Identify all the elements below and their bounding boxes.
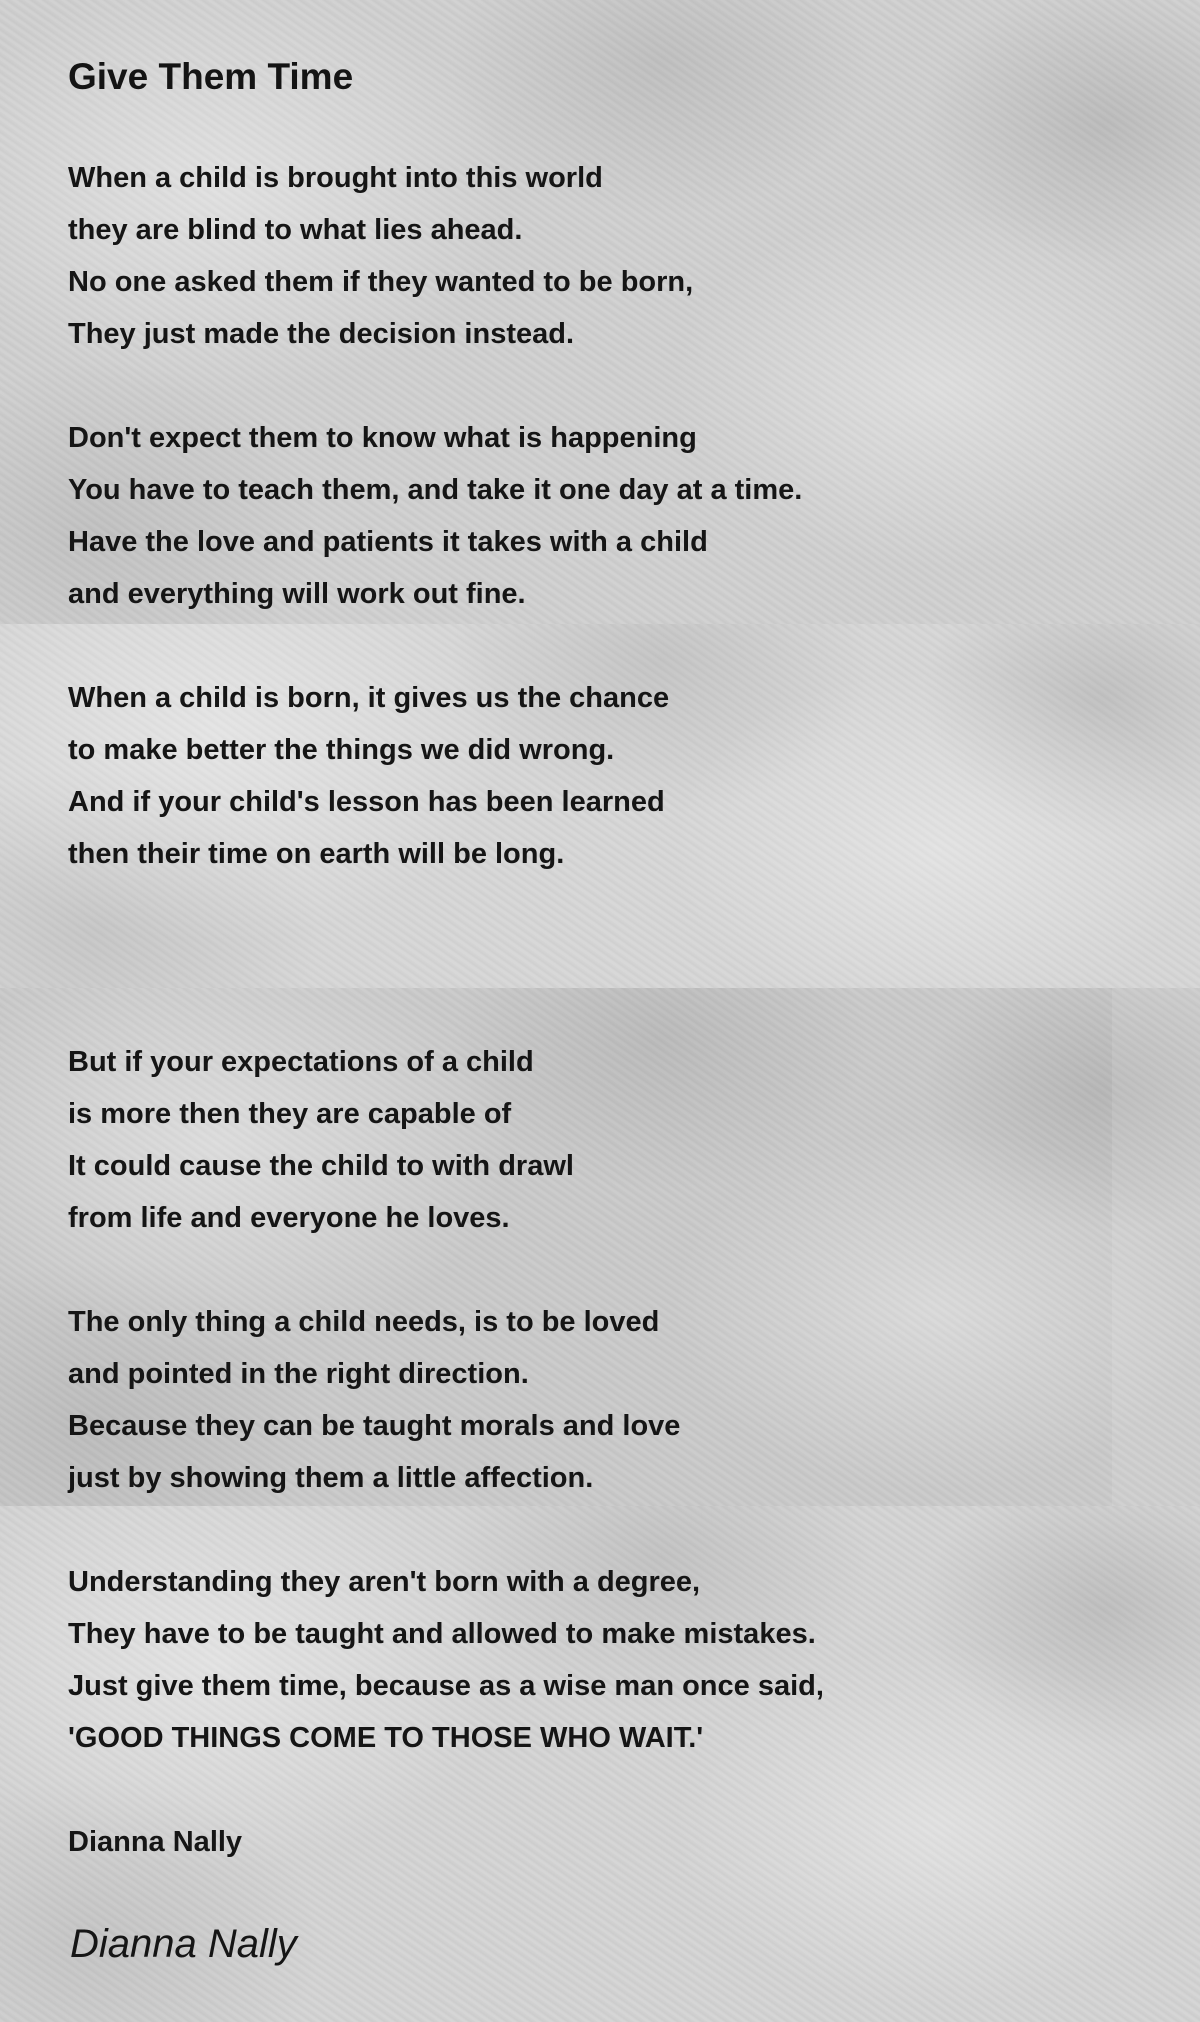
poem-line: When a child is brought into this world bbox=[68, 162, 603, 194]
poem-line: It could cause the child to with drawl bbox=[68, 1150, 574, 1182]
poem-body bbox=[68, 152, 1148, 1868]
poem-line: They just made the decision instead. bbox=[68, 318, 575, 350]
poem-line: Don't expect them to know what is happening bbox=[68, 422, 697, 454]
author-signature: Dianna Nally bbox=[70, 1922, 297, 1966]
poem-line: is more then they are capable of bbox=[68, 1098, 512, 1130]
poem-line: and pointed in the right direction. bbox=[68, 1358, 529, 1390]
poem-line: But if your expectations of a child bbox=[68, 1046, 534, 1078]
stanza bbox=[68, 1556, 1148, 1764]
poem-title: Give Them Time bbox=[68, 56, 354, 97]
poem-line: Have the love and patients it takes with a child bbox=[68, 526, 708, 558]
poem-container bbox=[68, 52, 1148, 1868]
stanza bbox=[68, 1296, 1148, 1504]
poem-line: You have to teach them, and take it one day at a time. bbox=[68, 474, 803, 506]
poem-line: to make better the things we did wrong. bbox=[68, 734, 615, 766]
poem-line: No one asked them if they wanted to be born, bbox=[68, 266, 694, 298]
poem-line: Understanding they aren't born with a degree, bbox=[68, 1566, 701, 1598]
poem-line: they are blind to what lies ahead. bbox=[68, 214, 523, 246]
stanza bbox=[68, 412, 1148, 620]
stanza bbox=[68, 672, 1148, 880]
stanza bbox=[68, 152, 1148, 360]
poem-line: just by showing them a little affection. bbox=[68, 1462, 594, 1494]
poem-author: Dianna Nally bbox=[68, 1826, 243, 1858]
poem-line: And if your child's lesson has been learned bbox=[68, 786, 665, 818]
stanza bbox=[68, 1036, 1148, 1244]
poem-line: from life and everyone he loves. bbox=[68, 1202, 510, 1234]
poem-line: 'GOOD THINGS COME TO THOSE WHO WAIT.' bbox=[68, 1722, 704, 1754]
poem-line: then their time on earth will be long. bbox=[68, 838, 565, 870]
poem-line: Because they can be taught morals and love bbox=[68, 1410, 681, 1442]
poem-line: and everything will work out fine. bbox=[68, 578, 526, 610]
poem-line: The only thing a child needs, is to be loved bbox=[68, 1306, 660, 1338]
poem-line: When a child is born, it gives us the chance bbox=[68, 682, 670, 714]
poem-line: Just give them time, because as a wise man once said, bbox=[68, 1670, 824, 1702]
poem-line: They have to be taught and allowed to make mistakes. bbox=[68, 1618, 816, 1650]
